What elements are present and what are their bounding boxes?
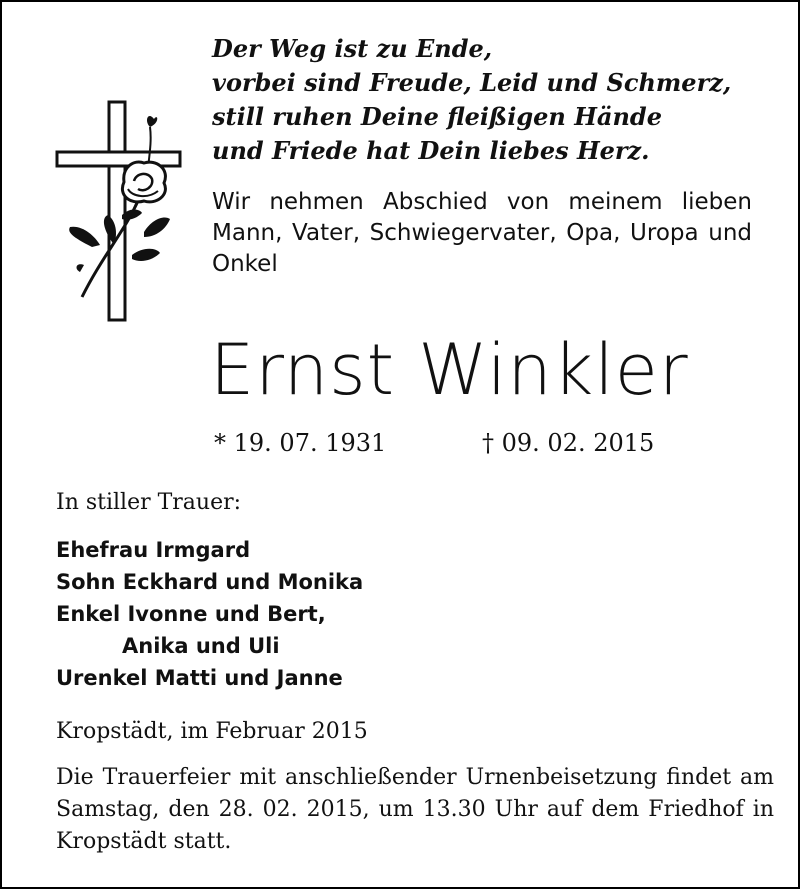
mourner-line: Ehefrau Irmgard bbox=[56, 538, 251, 562]
mourner-line: Anika und Uli bbox=[122, 634, 280, 658]
deceased-name: Ernst Winkler bbox=[210, 329, 689, 411]
poem-line: still ruhen Deine fleißigen Hände bbox=[212, 102, 662, 131]
place-and-date: Kropstädt, im Februar 2015 bbox=[56, 719, 368, 744]
birth-date: * 19. 07. 1931 bbox=[214, 429, 387, 457]
death-date: † 09. 02. 2015 bbox=[482, 429, 655, 457]
poem-line: und Friede hat Dein liebes Herz. bbox=[212, 136, 650, 165]
memorial-poem bbox=[212, 32, 772, 168]
poem-line: vorbei sind Freude, Leid und Schmerz, bbox=[212, 68, 732, 97]
mourners-label: In stiller Trauer: bbox=[56, 490, 242, 515]
ceremony-info: Die Trauerfeier mit anschließender Urnenbeisetzung findet am Samstag, den 28. 02. 2015, um 13.30 Uhr auf dem Friedhof in Kropstädt statt. bbox=[56, 765, 774, 854]
farewell-intro: Wir nehmen Abschied von meinem lieben Mann, Vater, Schwiegervater, Opa, Uropa und Onkel bbox=[212, 189, 752, 277]
mourner-line: Sohn Eckhard und Monika bbox=[56, 570, 364, 594]
cross-with-rose-icon bbox=[52, 97, 187, 327]
poem-line: Der Weg ist zu Ende, bbox=[212, 34, 493, 63]
mourners-list bbox=[56, 534, 363, 694]
mourner-line: Enkel Ivonne und Bert, bbox=[56, 602, 326, 626]
mourner-line: Urenkel Matti und Janne bbox=[56, 666, 343, 690]
